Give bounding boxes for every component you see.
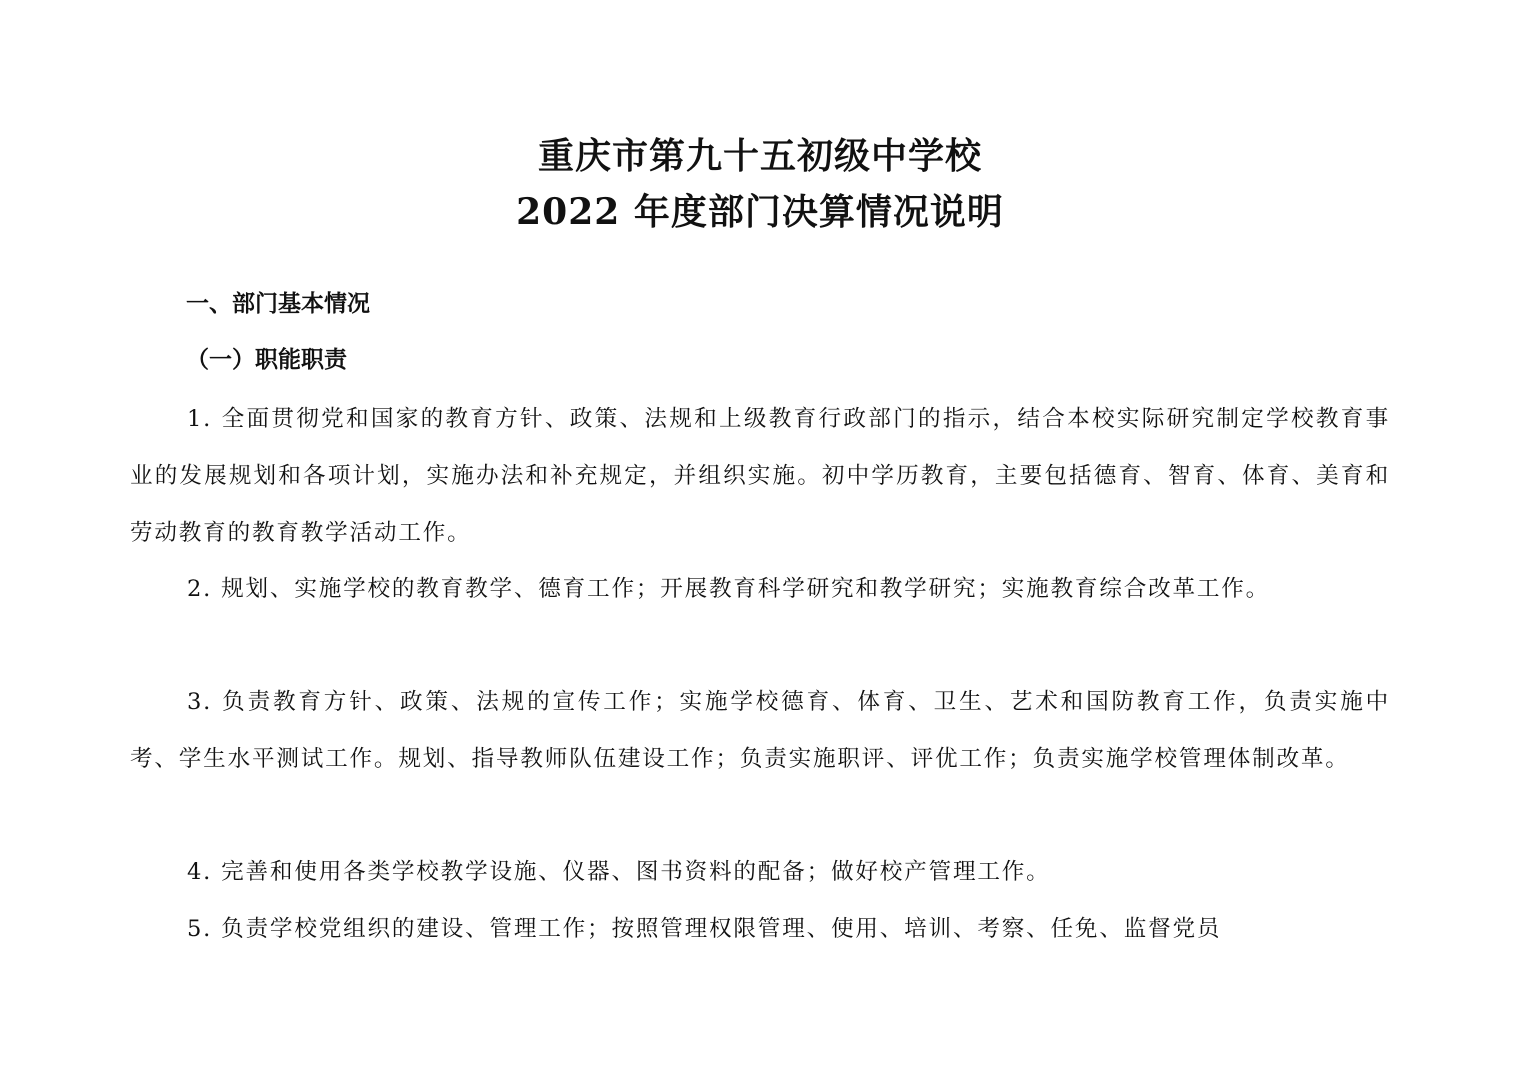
document-title-line2: 2022 年度部门决算情况说明 [516,191,1004,233]
subsection-heading: （一）职能职责 [186,346,347,373]
paragraph-2: 2. 规划、实施学校的教育教学、德育工作；开展教育科学研究和教学研究；实施教育综合改革工作。 [187,576,1271,602]
paragraph-4: 4. 完善和使用各类学校教学设施、仪器、图书资料的配备；做好校产管理工作。 [187,859,1051,885]
document-title-line1: 重庆市第九十五初级中学校 [537,135,982,177]
paragraph-5: 5. 负责学校党组织的建设、管理工作；按照管理权限管理、使用、培训、考察、任免、监督党员 [187,916,1222,942]
section-heading: 一、部门基本情况 [186,291,370,317]
paragraph-1: 1. 全面贯彻党和国家的教育方针、政策、法规和上级教育行政部门的指示，结合本校实际研究制定学校教育事业的发展规划和各项计划，实施办法和补充规定，并组织实施。初中学历教育，主要包括德育、智育、体育、美育和劳动教育的教育教学活动工作。 [130,406,1390,546]
paragraph-3: 3. 负责教育方针、政策、法规的宣传工作；实施学校德育、体育、卫生、艺术和国防教育工作，负责实施中考、学生水平测试工作。规划、指导教师队伍建设工作；负责实施职评、评优工作；负责实施学校管理体制改革。 [130,689,1390,772]
